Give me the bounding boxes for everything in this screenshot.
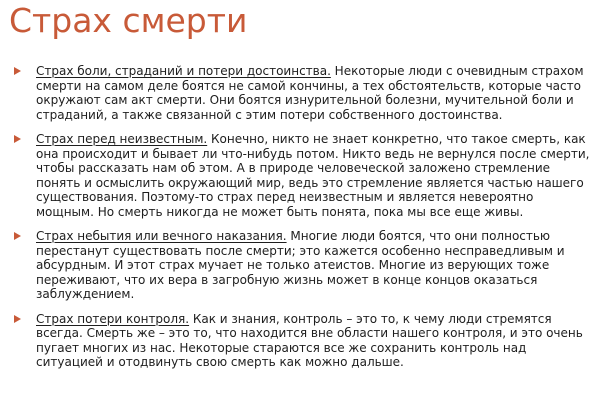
bullet-arrow-icon bbox=[14, 135, 21, 143]
item-heading: Страх боли, страданий и потери достоинства. bbox=[36, 64, 331, 78]
list-item bbox=[14, 312, 594, 370]
list-item bbox=[14, 229, 594, 302]
bullet-arrow-icon bbox=[14, 315, 21, 323]
list-item bbox=[14, 64, 594, 122]
item-text: Некоторые люди с очевидным страхом смерти на самом деле боятся не самой кончины, а тех обстоятельств, которые часто окружают сам акт смерти. Они боятся изнурительной болезни, мучительной боли и страданий, а также связанной с этим потери собственного достоинства. bbox=[36, 64, 584, 122]
bullet-arrow-icon bbox=[14, 232, 21, 240]
bullet-arrow-icon bbox=[14, 67, 21, 75]
item-heading: Страх перед неизвестным. bbox=[36, 132, 208, 146]
item-text: Многие люди боятся, что они полностью перестанут существовать после смерти; это кажется особенно несправедливым и абсурдным. И этот страх мучает не только атеистов. Многие из верующих тоже переживают, что их вера в загробную жизнь может в конце концов оказаться заблуждением. bbox=[36, 229, 565, 301]
item-heading: Страх небытия или вечного наказания. bbox=[36, 229, 287, 243]
item-text: Как и знания, контроль – это то, к чему люди стремятся всегда. Смерть же – это то, что находится вне области нашего контроля, и это очень пугает многих из нас. Некоторые стараются все же сохранить контроль над ситуацией и отодвинуть свою смерть как можно дальше. bbox=[36, 311, 583, 369]
bullet-list bbox=[14, 64, 594, 370]
item-heading: Страх потери контроля. bbox=[36, 311, 190, 326]
list-item bbox=[14, 132, 594, 219]
slide-title: Страх смерти bbox=[9, 1, 248, 40]
item-text: Конечно, никто не знает конкретно, что такое смерть, как она происходит и бывает ли что-нибудь потом. Никто ведь не вернулся после смерти, чтобы рассказать нам об этом. А в природе человеческой заложено стремление понять и осмыслить окружающий мир, ведь это стремление является частью нашего существования. Поэтому-то страх перед неизвестным и является невероятно мощным. Но смерть никогда не может быть понята, пока мы все еще живы. bbox=[36, 132, 590, 219]
